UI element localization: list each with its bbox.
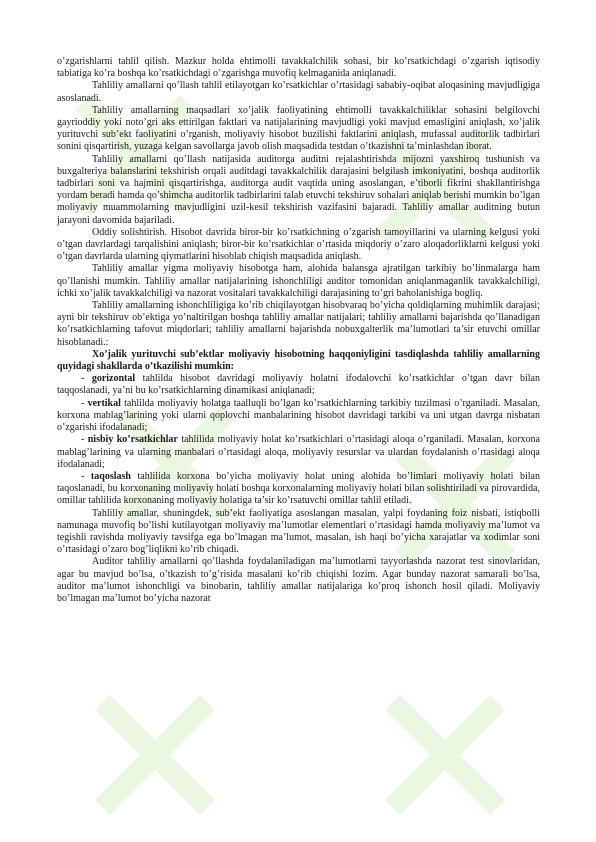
- bold-heading-paragraph: [57, 349, 540, 373]
- list-dash: -: [81, 434, 88, 446]
- list-text: tahlilida korxona bo’yicha moliyaviy holat uning alohida bo’limlari moliyaviy holati bilan taqoslanadi, bu korxonaning moliyaviy holati boshqa korxonalarning moliyaviy holati bilan solishtiriladi va pirovardida, omillar tahlilida korxonaning moliyaviy holatiga ta’sir ko’rsatuvchi omillar tahlil etiladi.: [57, 470, 540, 507]
- list-item: [57, 471, 540, 508]
- paragraph: Tahliliy amallarni qo’llash natijasida auditorga auditni rejalashtirishda mijozni yaxshiroq tushunish va buxgalteriya balanslarini tekshirish orqali auditdagi tavakkalchilik darajasini belgilash imkoniyatini, boshqa auditorlik tadbirlari soni va hajmini qisqartirishga, auditorga audit vaqtida uning asoslangan, e’tiborli fikrini shakllantirishga yordam beradi hamda qo’shimcha auditorlik tadbirlarini talab etuvchi tekshiruv sohalari aniqlab berishi mumkin bo’lgan moliyaviy muammolarning mavjudligini uzil-kesil tekshirish vazifasini bajaradi. Tahliliy amallar auditning butun jarayoni davomida bajariladi.: [57, 153, 540, 226]
- paragraph: Oddiy solishtirish. Hisobot davrida biror-bir ko’rsatkichning o’zgarish tamoyillarini va ularning kelgusi yoki o’tgan davrlardagi tarqalishini aniqlash; biror-bir ko’rsatkichlar o’rtasida miqdoriy o’zaro aloqadorliklarni kelgusi yoki o’tgan davrlarda ularning qiymatlarini hisoblab chiqish maqsadida aniqlash.: [57, 226, 540, 263]
- list-term: gorizontal: [91, 373, 136, 385]
- paragraph: Tahliliy amallarning ishonchliligiga ko’rib chiqilayotgan hisobvaraq bo’yicha qoldiqlarning muhimlik darajasi; ayni bir tekshiruv ob’ektiga yo’naltirilgan boshqa tahliliy amallar natijalari; tahliliy amallarni bajarishda qo’llanadigan ko’rsatkichlarning tafovut miqdorlari; tahliliy amallarni bajarishda nobuxgalterlik ma’lumotlari ta’sir etuvchi omillar hisoblanadi.:: [57, 300, 540, 348]
- list-term: vertikal: [87, 397, 121, 409]
- paragraph: o’zgarishlarni tahlil qilish. Mazkur holda ehtimolli tavakkalchilik sohasi, bir ko’rsatkichdagi o’zgarish iqtisodiy tabiatiga ko’ra boshqa ko’rsatkichdagi o’zgarishga muvofiq kelmaganida aniqlanadi.: [57, 56, 540, 80]
- paragraph: Tahliliy amallarning maqsadlari xo’jalik faoliyatining ehtimolli tavakkalchiliklar sohasini belgilovchi gayrioddiy yoki noto’gri aks ettirilgan faktlari va natijalarining mavjudligi yoki mavjud emasligini aniqlash, xo’jalik yurituvchi sub’ekt faoliyatini o’rganish, moliyaviy hisobot buzilishi faktlarini aniqlash, mufassal auditorlik tadbirlari sonini qisqartirish, yuzaga kelgan savollarga javob olish maqsadida testdan o’tkazishni ta’minlashdan iborat.: [57, 104, 540, 153]
- list-dash: -: [81, 470, 91, 482]
- watermark-logo: [370, 680, 520, 830]
- list-item: [57, 434, 540, 471]
- list-item: [57, 398, 540, 435]
- watermark-logo: [80, 680, 230, 830]
- paragraph: Tahliliy amallar yigma moliyaviy hisobotga ham, alohida balansga ajratilgan tarkibiy bo’linmalarga ham qo’llanishi mumkin. Tahliliy amallar natijalarining ishonchliligi auditor tomonidan aniqlanmaganlik tavakkalchiligi, ichki xo’jalik tavakkalchiligi va nazorat vositalari tavakkalchiligi darajasining to’gri baholanishiga bogliq.: [57, 263, 540, 299]
- document-page: [57, 56, 540, 605]
- paragraph: Auditor tahliliy amallarni qo’llashda foydalaniladigan ma’lumotlarni tayyorlashda nazorat test sinovlaridan, agar bu mavjud bo’lsa, o’tkazish to’g’risida masalani ko’rib chiqishi lozim. Agar bunday nazorat samarali bo’lsa, auditor ma’lumot ishonchligi va binobarin, tahliliy amallar natijalariga ko’proq ishonch hosil qiladi. Moliyaviy bo’lmagan ma’lumot bo’yicha nazorat: [57, 556, 540, 604]
- list-text: tahlilda moliyaviy holatga taalluqli bo’lgan ko’rsatkichlarning tarkibiy tuzilmasi o’rganiladi. Masalan, korxona mablag’larining yoki ularni qoplovchi manbalarining hisobot davridagi tarkibi va uni utgan davrga nisbatan o’zgarishi ifodalanadi;: [57, 397, 540, 434]
- bold-heading: Xo’jalik yurituvchi sub’ektlar moliyaviy hisobotning haqqoniyligini tasdiqlashda tahliliy amallarning quyidagi shakllarda o’tkazilishi mumkin:: [57, 348, 540, 373]
- list-dash: -: [81, 373, 92, 385]
- list-item: [57, 373, 540, 397]
- list-term: nisbiy ko’rsatkichlar: [87, 434, 178, 446]
- list-text: tahlilida moliyaviy holat ko’rsatkichlari o’rtasidagi aloqa o’rganiladi. Masalan, korxona mablag’larining va ularning manbalari o’rtasidagi aloqa, moliyaviy resurslar va ulardan foydalanish o’rtasidagi aloqa ifodalanadi;: [57, 434, 540, 470]
- list-dash: -: [81, 397, 88, 409]
- paragraph: Tahliliy amallar, shuningdek, sub’ekt faoliyatiga asoslangan masalan, yalpi foydaning foiz nisbati, istiqbolli namunaga muvofiq bo’lishi kutilayotgan moliyaviy ma’lumotlar elementlari o’rtasidagi hamda moliyaviy ma’lumot va tegishli ravishda moliyaviy tavsifga ega bo’lmagan ma’lumot, masalan, ish haqi bo’yicha xarajatlar va xodimlar soni o’rtasidagi o’zaro bog’liqlikni ko’rib chiqadi.: [57, 507, 540, 556]
- paragraph: Tahliliy amallarni qo’llash tahlil etilayotgan ko’rsatkichlar o’rtasidagi sababiy-oqibat aloqasining mavjudligiga asoslanadi.: [57, 80, 540, 104]
- list-term: taqoslash: [90, 470, 131, 482]
- list-text: tahlilda hisobot davridagi moliyaviy holatni ifodalovchi ko’rsatkichlar o’tgan davr bilan taqqoslanadi, ya’ni bu ko’rsatkichlarning dinamikasi aniqlanadi;: [57, 373, 540, 397]
